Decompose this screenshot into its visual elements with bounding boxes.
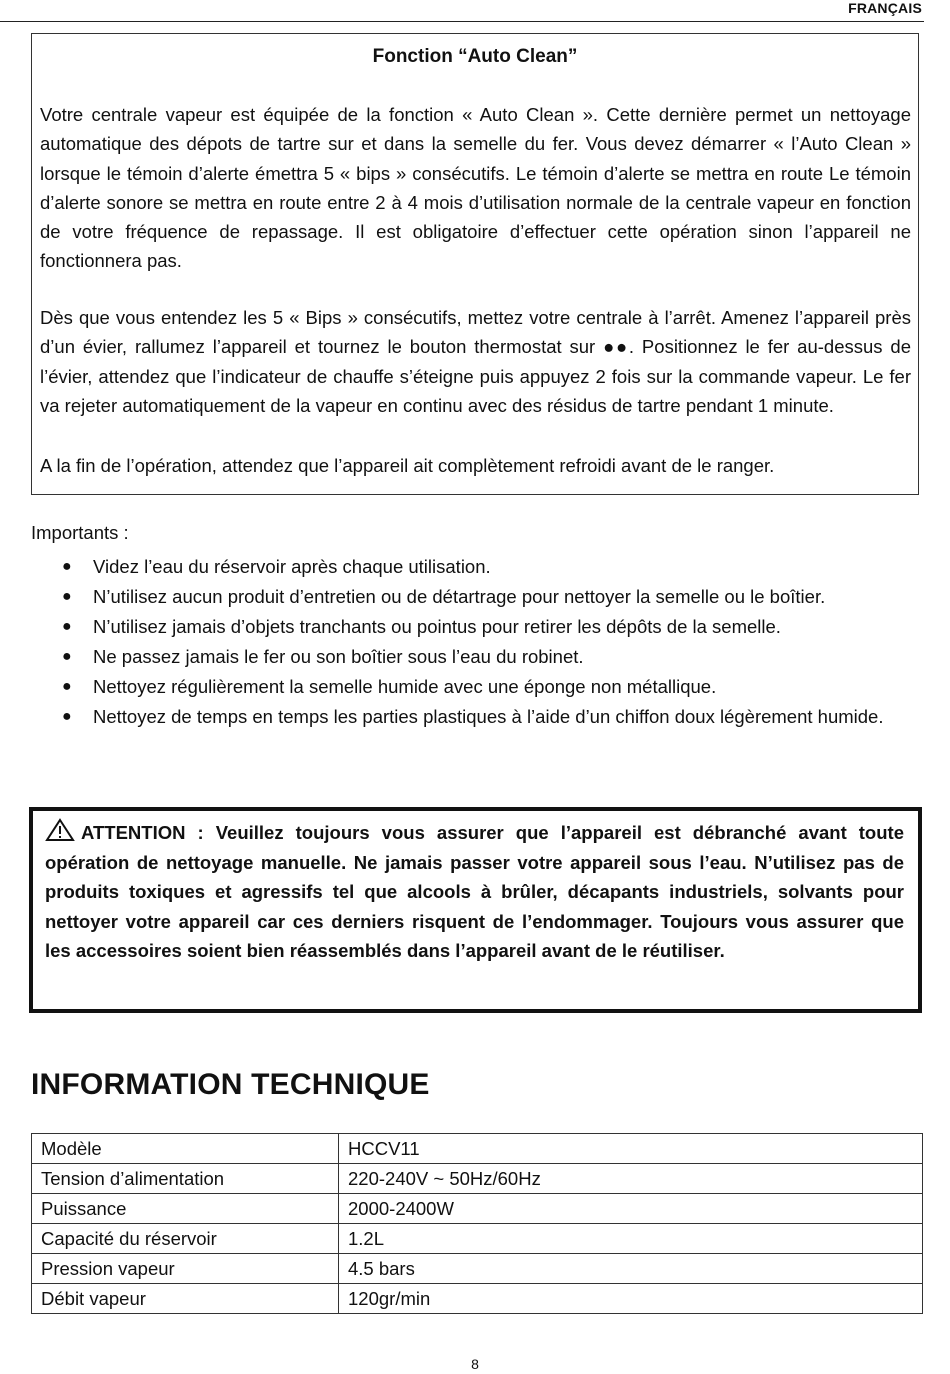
importants-heading: Importants : [31,522,129,543]
auto-clean-title: Fonction “Auto Clean” [372,46,578,67]
list-item [31,672,921,702]
auto-clean-paragraph-3: A la fin de l’opération, attendez que l’appareil ait complètement refroidi avant de le ranger. [40,455,775,476]
spec-label: Capacité du réservoir [32,1224,339,1254]
table-row [32,1194,923,1224]
spec-label: Pression vapeur [32,1254,339,1284]
spec-label: Puissance [32,1194,339,1224]
bullet-icon: ● [62,648,72,665]
list-item [31,552,921,582]
bullet-icon: ● [62,618,72,635]
list-item-text: Videz l’eau du réservoir après chaque utilisation. [93,556,491,577]
list-item [31,612,921,642]
auto-clean-paragraph-2 [40,303,911,420]
bullet-icon: ● [62,708,72,725]
list-item [31,582,921,612]
warning-text [45,818,904,966]
bullet-icon: ● [62,678,72,695]
table-row [32,1254,923,1284]
paragraph-2-text-b: . Positionnez le fer au-dessus de l’évier, attendez que l’indicateur de chauffe s’éteigne puis appuyez 2 fois sur la commande vapeur. Le fer va rejeter automatiquement de la vapeur en continu avec des résidus de tartre pendant 1 minute. [40,336,911,416]
language-label: FRANÇAIS [848,0,922,16]
list-item-text: Nettoyez régulièrement la semelle humide avec une éponge non métallique. [93,676,717,697]
spec-table [31,1133,923,1314]
spec-value: 120gr/min [339,1284,923,1314]
table-row [32,1134,923,1164]
bullet-icon: ● [62,558,72,575]
auto-clean-paragraph-1: Votre centrale vapeur est équipée de la fonction « Auto Clean ». Cette dernière permet un nettoyage automatique des dépots de tartre sur et dans la semelle du fer. Vous devez démarrer « l’Auto Clean » lorsque le témoin d’alerte émettra 5 « bips » consécutifs. Le témoin d’alerte se mettra en route Le témoin d’alerte sonore se mettra en route entre 2 à 4 mois d’utilisation normale de la centrale vapeur en fonction de votre fréquence de repassage. Il est obligatoire d’effectuer cette opération sinon l’appareil ne fonctionnera pas. [40,104,911,272]
list-item-text: N’utilisez aucun produit d’entretien ou de détartrage pour nettoyer la semelle ou le boîtier. [93,586,826,607]
spec-label: Modèle [32,1134,339,1164]
table-row [32,1164,923,1194]
list-item-text: N’utilisez jamais d’objets tranchants ou pointus pour retirer les dépôts de la semelle. [93,616,781,637]
bullet-icon: ● [62,588,72,605]
spec-label: Débit vapeur [32,1284,339,1314]
technical-info-title: INFORMATION TECHNIQUE [31,1068,430,1101]
thermostat-dots-icon: ●● [603,336,629,358]
warning-message: ATTENTION : Veuillez toujours vous assurer que l’appareil est débranché avant toute opération de nettoyage manuelle. Ne jamais passer votre appareil sous l’eau. N’utilisez pas de produits toxiques et agressifs tel que alcools à brûler, décapants industriels, solvants pour nettoyer votre appareil car ces derniers risquent de l’endommager. Toujours vous assurer que les accessoires soient bien réassemblés dans l’appareil avant de le réutiliser. [45,822,904,961]
list-item [31,642,921,672]
spec-value: 2000-2400W [339,1194,923,1224]
spec-value: 220-240V ~ 50Hz/60Hz [339,1164,923,1194]
page-number: 8 [471,1356,479,1372]
table-row [32,1284,923,1314]
spec-label: Tension d’alimentation [32,1164,339,1194]
spec-value: HCCV11 [339,1134,923,1164]
warning-triangle-icon [45,818,75,842]
list-item [31,702,921,732]
spec-value: 1.2L [339,1224,923,1254]
table-row [32,1224,923,1254]
paragraph-2-text-a: Dès que vous entendez les 5 « Bips » consécutifs, mettez votre centrale à l’arrêt. Amenez l’appareil près d’un évier, rallumez l’appareil et tournez le bouton thermostat sur [40,307,911,358]
header-rule [0,21,924,22]
spec-value: 4.5 bars [339,1254,923,1284]
list-item-text: Ne passez jamais le fer ou son boîtier sous l’eau du robinet. [93,646,584,667]
importants-list [31,552,921,732]
list-item-text: Nettoyez de temps en temps les parties plastiques à l’aide d’un chiffon doux légèrement humide. [93,706,884,727]
